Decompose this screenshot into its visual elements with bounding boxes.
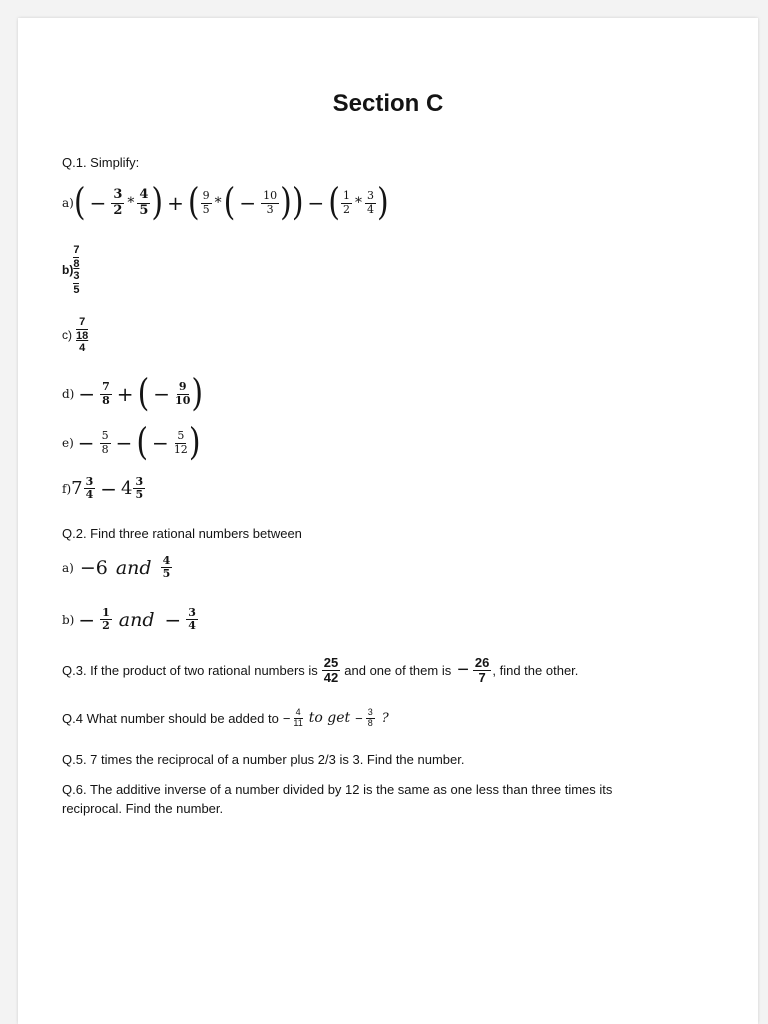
q1b-label: b) xyxy=(62,263,74,278)
q1d-expression: d) − $\frac{7}{8}$ + ( − $\frac{9}{10}$ ) xyxy=(62,371,204,416)
q1c-expression: c) 7 18 4 xyxy=(62,316,89,355)
q1d-label: d) xyxy=(62,387,75,401)
q2-heading: Q.2. Find three rational numbers between xyxy=(62,526,302,541)
q1a-expression: a) ( − $\frac{3}{2}$ * $\frac{4}{5}$ ) + ( $\frac{9}{5}$ * ( − $\frac{10}{3}$ )) − ( $\frac{1}{2}$ * $\frac{3}{4}$ ) xyxy=(62,180,389,225)
q4-text: Q.4 What number should be added to − $\frac{4}{11}$ to get − $\frac{3}{8}$ ? xyxy=(62,707,389,728)
q1e-expression: e) − $\frac{5}{8}$ − ( − $\frac{5}{12}$ ) xyxy=(62,420,201,465)
q2b-expression: b) − $\frac{1}{2}$ and − $\frac{3}{4}$ xyxy=(62,606,196,633)
section-title: Section C xyxy=(332,90,444,117)
q1f-expression: f) 7 $\frac{3}{4}$ − 4 $\frac{3}{5}$ xyxy=(62,475,144,502)
q1e-label: e) xyxy=(62,436,74,450)
q5-text: Q.5. 7 times the reciprocal of a number plus 2/3 is 3. Find the number. xyxy=(62,752,465,767)
worksheet-page xyxy=(18,18,758,1024)
q6-text: Q.6. The additive inverse of a number divided by 12 is the same as one less than three times its reciprocal. Find the number. xyxy=(62,782,613,816)
q1f-label: f) xyxy=(62,481,72,496)
q2a-expression: a) −6 and $\frac{4}{5}$ xyxy=(62,554,171,581)
q1a-label: a) xyxy=(62,196,74,210)
q3-text: Q.3. If the product of two rational numbers is $\frac{25}{42}$ and one of them is − $\frac{26}{7}$ , find the other. xyxy=(62,655,579,686)
q2a-label: a) xyxy=(62,560,74,575)
q2b-label: b) xyxy=(62,612,75,627)
q1c-label: c) xyxy=(62,328,72,343)
q1b-expression: b) 7 8 3 5 xyxy=(62,244,80,296)
q1-heading: Q.1. Simplify: xyxy=(62,155,140,170)
